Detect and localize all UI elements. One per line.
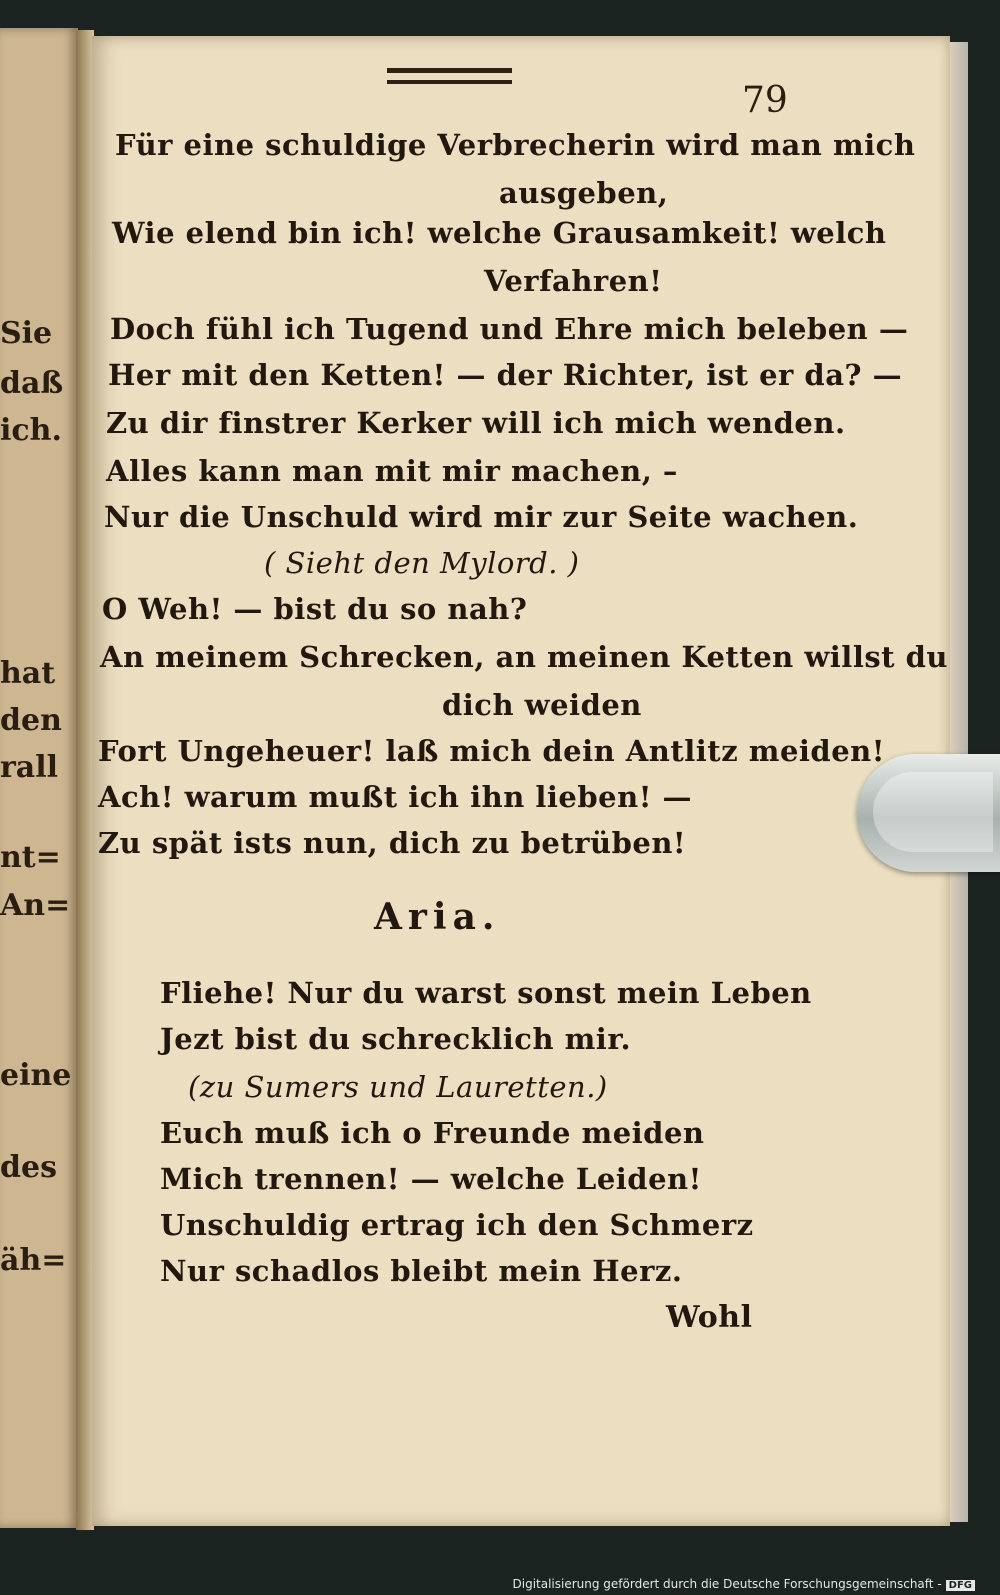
credit-text: Digitalisierung gefördert durch die Deutsche Forschungsgemeinschaft - — [512, 1577, 942, 1591]
digitization-credit — [513, 1577, 976, 1591]
header-rule — [387, 80, 512, 84]
aria-line: Jezt bist du schrecklich mir. — [160, 1022, 632, 1056]
text-line: An meinem Schrecken, an meinen Ketten willst du — [100, 640, 949, 674]
facing-page-fragment: ich. — [0, 413, 62, 448]
aria-line: Unschuldig ertrag ich den Schmerz — [160, 1208, 754, 1242]
facing-page-fragment: hat — [0, 656, 56, 691]
catchword: Wohl — [666, 1300, 753, 1335]
aria-line: Euch muß ich o Freunde meiden — [160, 1116, 705, 1150]
text-line: Zu dir finstrer Kerker will ich mich wenden. — [106, 406, 846, 440]
text-line: Ach! warum mußt ich ihn lieben! — — [98, 780, 693, 814]
page-number: 79 — [742, 80, 788, 121]
facing-page-fragment: rall — [0, 750, 59, 785]
aria-line: Nur schadlos bleibt mein Herz. — [160, 1254, 683, 1288]
facing-page-fragment: äh= — [0, 1243, 67, 1278]
text-line: Nur die Unschuld wird mir zur Seite wachen. — [104, 500, 859, 534]
page-clip-highlight — [873, 772, 993, 852]
text-line: Zu spät ists nun, dich zu betrüben! — [98, 826, 687, 860]
aria-line: Fliehe! Nur du warst sonst mein Leben — [160, 976, 812, 1010]
text-line: Her mit den Ketten! — der Richter, ist er da? — — [108, 358, 903, 392]
text-line: Wie elend bin ich! welche Grausamkeit! welch — [112, 216, 887, 250]
text-line: Alles kann man mit mir machen, – — [106, 454, 678, 488]
facing-page-edge — [0, 28, 78, 1528]
text-line: Doch fühl ich Tugend und Ehre mich beleben — — [110, 312, 909, 346]
facing-page-fragment: nt= — [0, 840, 61, 875]
facing-page-fragment: An= — [0, 888, 71, 923]
facing-page-fragment: eine — [0, 1058, 72, 1093]
stage-direction: (zu Sumers und Lauretten.) — [188, 1070, 608, 1104]
facing-page-fragment: den — [0, 703, 62, 738]
facing-page-fragment: des — [0, 1150, 57, 1185]
facing-page-fragment: Sie — [0, 316, 53, 351]
text-line: Fort Ungeheuer! laß mich dein Antlitz meiden! — [98, 734, 885, 768]
header-rule — [387, 68, 512, 73]
facing-page-fragment: daß — [0, 366, 64, 401]
text-line: O Weh! — bist du so nah? — [102, 592, 528, 626]
aria-line: Mich trennen! — welche Leiden! — [160, 1162, 702, 1196]
text-line: Für eine schuldige Verbrecherin wird man mich — [115, 128, 916, 162]
text-line: ausgeben, — [499, 176, 669, 210]
stage-direction: ( Sieht den Mylord. ) — [264, 546, 580, 580]
book-page — [92, 36, 950, 1526]
dfg-logo: DFG — [946, 1580, 975, 1591]
aria-heading: Aria. — [374, 896, 501, 938]
page-clip — [857, 754, 1000, 872]
text-line: dich weiden — [442, 688, 642, 722]
text-line: Verfahren! — [484, 264, 663, 298]
